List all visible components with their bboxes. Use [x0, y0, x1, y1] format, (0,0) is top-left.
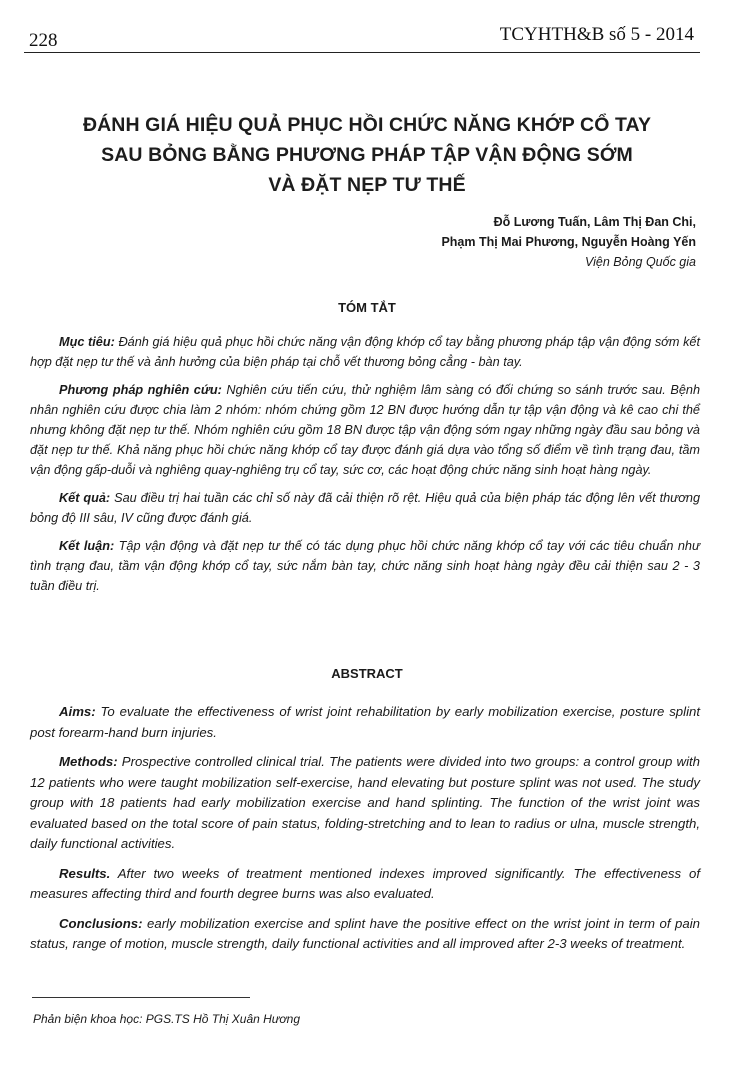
title-line-2: SAU BỎNG BẰNG PHƯƠNG PHÁP TẬP VẬN ĐỘNG SỚM: [101, 144, 633, 166]
summary-aim: [30, 332, 700, 372]
summary-conclusion: [30, 536, 700, 596]
footnote: Phản biện khoa học: PGS.TS Hồ Thị Xuân Hương: [33, 1012, 301, 1026]
abstract-results-label: Results.: [59, 865, 111, 881]
abstract-results-text: After two weeks of treatment mentioned indexes improved significantly. The effectiveness of measures affecting third and fourth degree burns was also evaluated.: [30, 865, 700, 901]
footnote-rule: [32, 997, 250, 998]
author-block: [441, 212, 696, 272]
summary-results-text: Sau điều trị hai tuần các chỉ số này đã cải thiện rõ rệt. Hiệu quả của biện pháp tác động lên vết thương bỏng độ III sâu, IV cũng được đánh giá.: [30, 491, 700, 525]
summary-heading: TÓM TẮT: [338, 300, 396, 315]
page-number: 228: [29, 30, 58, 51]
abstract-en: [30, 702, 700, 964]
abstract-results: [30, 864, 700, 905]
abstract-conclusions-label: Conclusions:: [59, 915, 143, 931]
summary-results: [30, 488, 700, 528]
abstract-aims: [30, 702, 700, 743]
summary-methods: [30, 380, 700, 480]
summary-aim-text: Đánh giá hiệu quả phục hồi chức năng vận động khớp cổ tay bằng phương pháp tập vận động sớm kết hợp đặt nẹp tư thế và ảnh hưởng của biện pháp tại chỗ vết thương bỏng cẳng - bàn tay.: [30, 335, 700, 369]
summary-results-label: Kết quả:: [59, 491, 111, 505]
authors-line-2: Phạm Thị Mai Phương, Nguyễn Hoàng Yến: [441, 235, 696, 249]
abstract-methods: [30, 752, 700, 855]
journal-reference: TCYHTH&B số 5 - 2014: [499, 24, 694, 45]
summary-vi: [30, 332, 700, 604]
abstract-aims-label: Aims:: [59, 704, 96, 719]
abstract-conclusions: [30, 914, 700, 955]
affiliation: Viện Bỏng Quốc gia: [585, 255, 696, 269]
abstract-methods-text: Prospective controlled clinical trial. The patients were divided into two groups: a control group with 12 patients who were taught mobilization self-exercise, hand elevating but posture splint was not used. The study group with 18 patients had early mobilization exercise and hand splinting. The function of the wrist joint was evaluated based on the total score of pain status, folding-stretching and to lean to radius or ulna, muscle strength, daily functional activities.: [30, 754, 700, 851]
summary-conclusion-text: Tập vận động và đặt nẹp tư thế có tác dụng phục hồi chức năng khớp cổ tay với các tiêu chuẩn như tình trạng đau, tầm vận động khớp cổ tay, sức nắm bàn tay, chức năng sinh hoạt hàng ngày đều cải thiện sau 2 - 3 tuần điều trị.: [30, 539, 700, 593]
authors-line-1: Đỗ Lương Tuấn, Lâm Thị Đan Chi,: [493, 215, 696, 229]
summary-conclusion-label: Kết luận:: [59, 539, 115, 553]
header-rule: [24, 52, 700, 53]
summary-methods-text: Nghiên cứu tiến cứu, thử nghiệm lâm sàng có đối chứng so sánh trước sau. Bệnh nhân nghiên cứu được chia làm 2 nhóm: nhóm chứng gồm 12 BN được hướng dẫn tự tập vận động và kê cao chi thể nhưng không đặt nẹp tư thế. Nhóm nghiên cứu gồm 18 BN được tập vận động sớm ngay những ngày đầu sau bỏng và đặt nẹp tư thế. Khả năng phục hồi chức năng khớp cổ tay được đánh giá dựa vào tổng số điểm về tình trạng đau, tầm vận động gấp-duỗi và nghiêng quay-nghiêng trụ cổ tay, sức cơ, các hoạt động chức năng sinh hoạt hàng ngày.: [30, 383, 701, 477]
abstract-conclusions-text: early mobilization exercise and splint have the positive effect on the wrist joint in term of pain status, range of motion, muscle strength, daily functional activities and all improved after 2-3 weeks of treatment.: [30, 915, 700, 951]
article-title: [40, 110, 694, 200]
title-line-3: VÀ ĐẶT NẸP TƯ THẾ: [268, 174, 466, 196]
summary-methods-label: Phương pháp nghiên cứu:: [59, 383, 222, 397]
abstract-aims-text: To evaluate the effectiveness of wrist joint rehabilitation by early mobilization exercise, posture splint post forearm-hand burn injuries.: [30, 704, 700, 740]
abstract-heading: ABSTRACT: [331, 666, 403, 681]
summary-aim-label: Mục tiêu:: [59, 335, 115, 349]
abstract-methods-label: Methods:: [59, 754, 118, 769]
title-line-1: ĐÁNH GIÁ HIỆU QUẢ PHỤC HỒI CHỨC NĂNG KHỚP CỔ TAY: [82, 114, 652, 136]
